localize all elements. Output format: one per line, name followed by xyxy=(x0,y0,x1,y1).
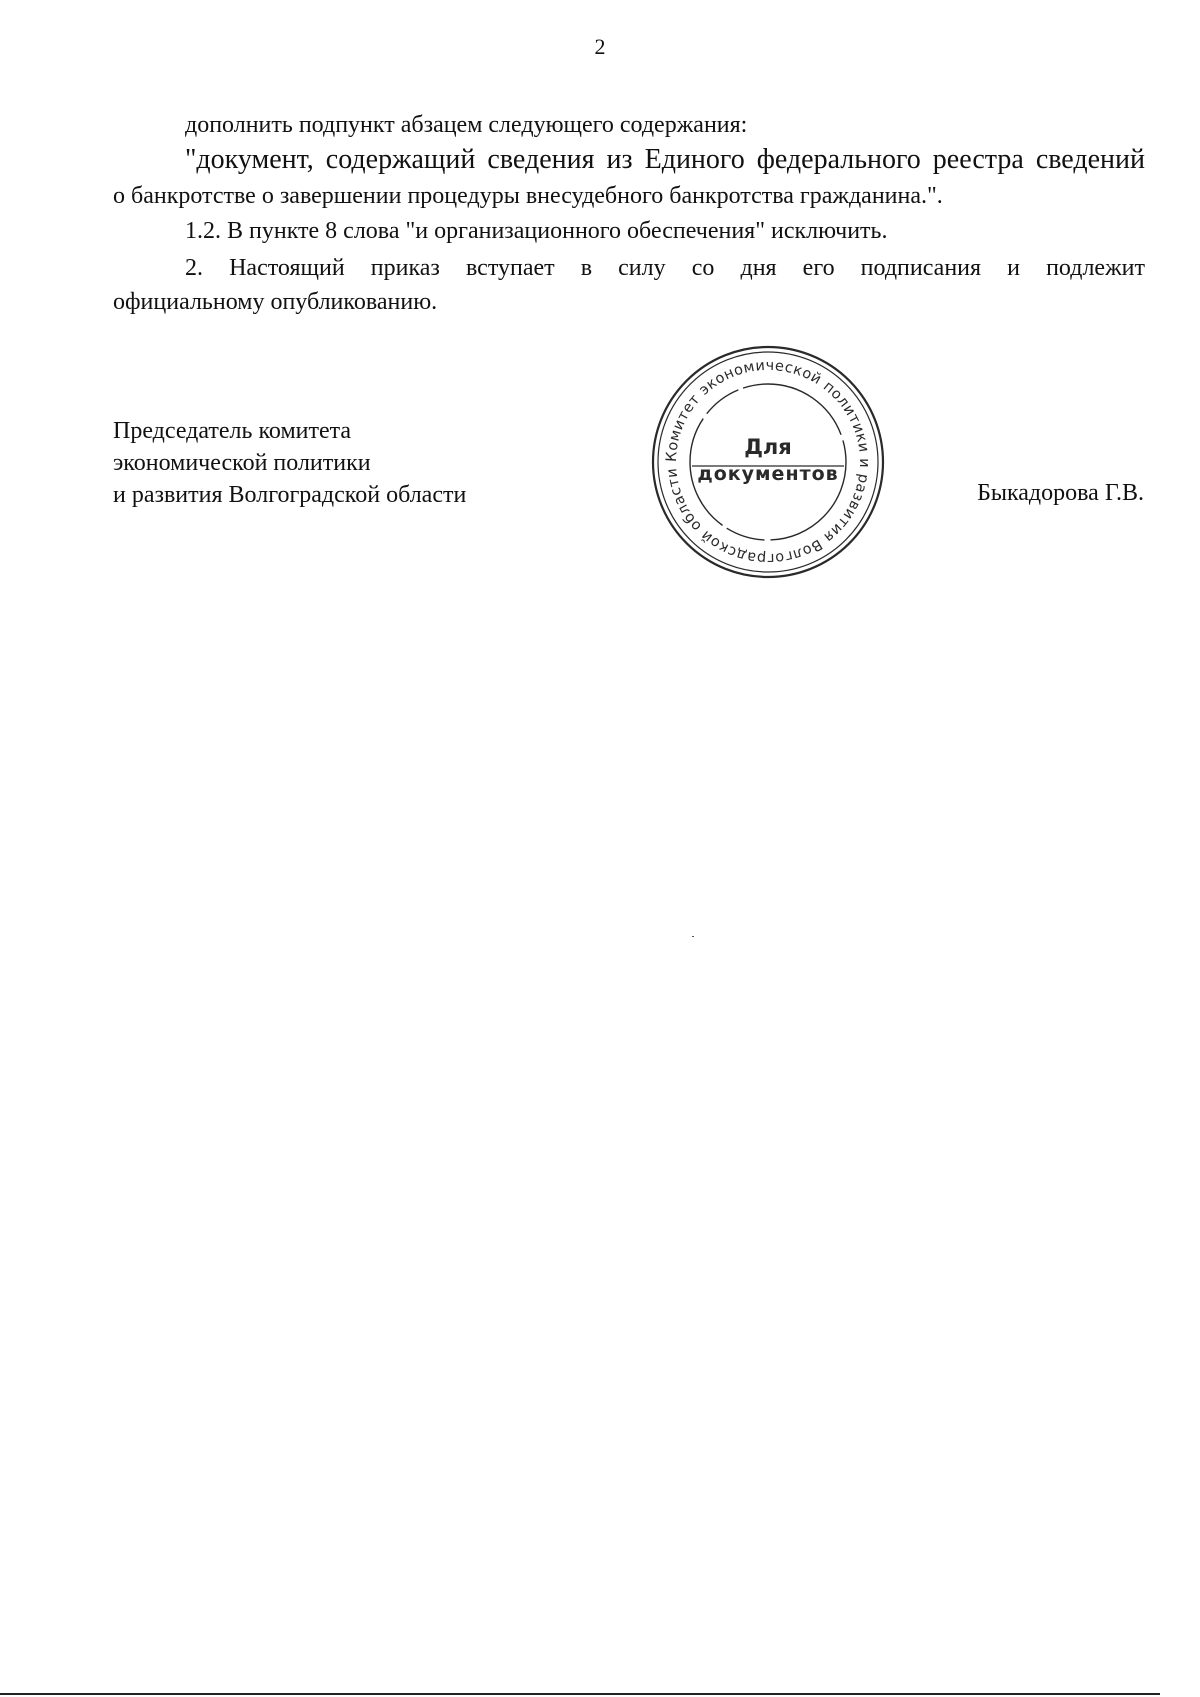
quoted-paragraph-cont xyxy=(113,179,1145,213)
signatory-title-line-1: Председатель комитета xyxy=(113,418,352,444)
signatory-title-line-3: и развития Волгоградской области xyxy=(113,482,467,508)
stamp-center-line-2: документов xyxy=(697,463,839,485)
paragraph-2-line-2: официальному опубликованию. xyxy=(113,289,438,315)
page-number: 2 xyxy=(594,34,606,59)
scan-speck xyxy=(692,936,694,937)
paragraph-1-2 xyxy=(113,214,1145,248)
stamp-inner-ring xyxy=(690,384,846,540)
stamp-ring-text: Комитет экономической политики и развития Волгоградской области xyxy=(663,357,873,567)
stamp-seal-graphic xyxy=(648,342,888,582)
official-stamp xyxy=(648,342,888,582)
paragraph-2-cont xyxy=(113,285,1145,319)
paragraph-1-2-text: 1.2. В пункте 8 слова "и организационного обеспечения" исключить. xyxy=(185,218,888,244)
stamp-outer-ring xyxy=(653,347,883,577)
signatory-title xyxy=(113,415,466,511)
signatory-name: Быкадорова Г.В. xyxy=(977,480,1144,506)
stamp-second-ring xyxy=(658,352,878,572)
stamp-center-line-1: Для xyxy=(744,435,792,459)
quoted-paragraph xyxy=(113,143,1145,177)
paragraph-amend-intro: дополнить подпункт абзацем следующего содержания: xyxy=(185,112,748,138)
document-body xyxy=(113,108,1145,142)
signatory-title-line-2: экономической политики xyxy=(113,450,371,476)
page-bottom-edge xyxy=(0,1693,1160,1695)
paragraph-2 xyxy=(113,251,1145,285)
quoted-line-1: "документ, содержащий сведения из Единого федерального реестра сведений xyxy=(185,144,1145,175)
quoted-line-2: о банкротстве о завершении процедуры внесудебного банкротства гражданина.". xyxy=(113,183,943,209)
paragraph-2-line-1: 2. Настоящий приказ вступает в силу со дня его подписания и подлежит xyxy=(185,255,1145,281)
